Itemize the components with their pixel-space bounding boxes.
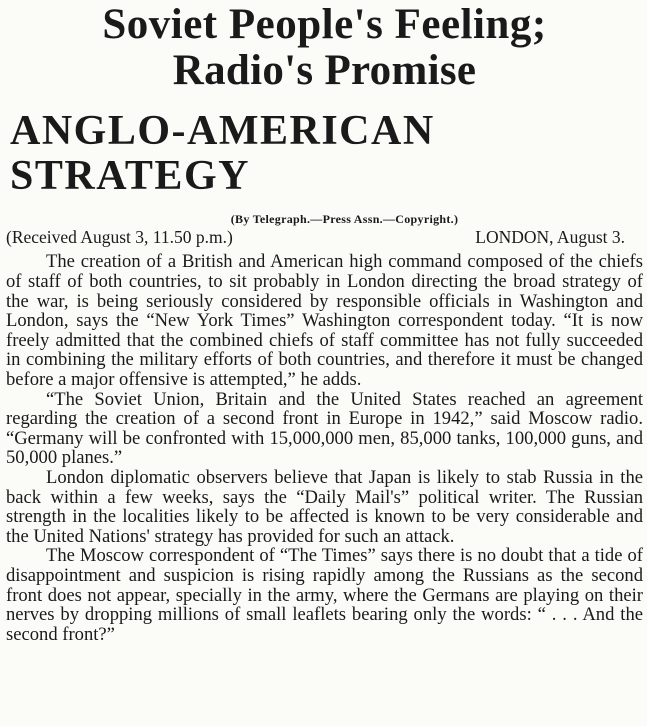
- received-time: (Received August 3, 11.50 p.m.): [6, 226, 233, 247]
- headline-line-2: Radio's Promise: [172, 47, 477, 95]
- paragraph-1: The creation of a British and American high command composed of the chiefs of staff of both countries, to sit probably in London directing the broad strategy of the war, is being seriously considered by responsible officials in Washington and London, says the “New York Times” Washington correspondent today. “It is now freely admitted that the combined chiefs of staff committee has not fully succeeded in combining the military efforts of both countries, and therefore it must be changed before a major offensive is attempted,” he adds.: [6, 251, 643, 391]
- paragraph-3: London diplomatic observers believe that Japan is likely to stab Russia in the back within a few weeks, says the “Daily Mail's” political writer. The Russian strength in the localities likely to be affected is known to be very considerable and the United Nations' strategy has provided for such an attack.: [6, 467, 643, 547]
- dateline: [6, 227, 643, 249]
- article-body: [6, 252, 643, 644]
- headline-line-1: Soviet People's Feeling;: [102, 1, 547, 48]
- subheadline: ANGLO-AMERICAN STRATEGY: [10, 107, 435, 200]
- place-date: LONDON, August 3.: [475, 226, 625, 247]
- press-credit: (By Telegraph.—Press Assn.—Copyright.): [230, 211, 459, 226]
- paragraph-4: The Moscow correspondent of “The Times” says there is no doubt that a tide of disappointment and suspicion is rising rapidly among the Russians as the second front does not appear, specially in the army, where the Germans are playing on their nerves by dropping millions of small leaflets bearing only the words: “ . . . And the second front?”: [6, 545, 643, 645]
- paragraph-2: “The Soviet Union, Britain and the United States reached an agreement regarding the creation of a second front in Europe in 1942,” said Moscow radio. “Germany will be confronted with 15,000,000 men, 85,000 tanks, 100,000 guns, and 50,000 planes.”: [6, 388, 643, 469]
